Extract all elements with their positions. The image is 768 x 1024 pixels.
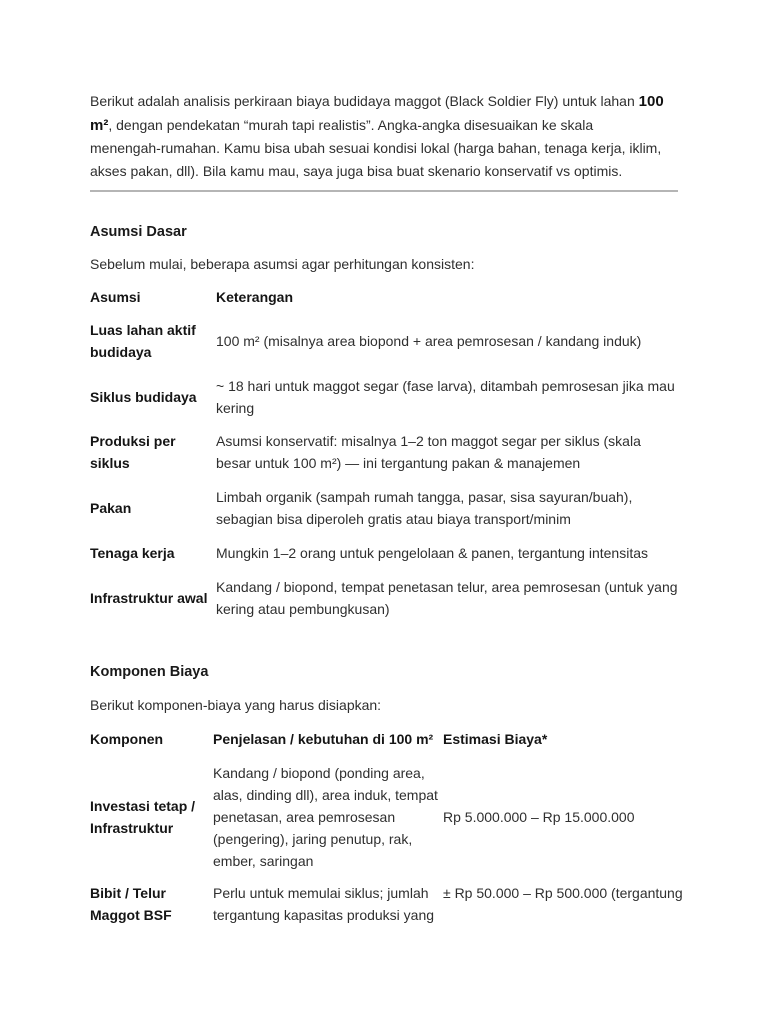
row-text: Limbah organik (sampah rumah tangga, pasar, sisa sayuran/buah), sebagian bisa diperoleh gratis atau biaya transport/minim	[216, 489, 633, 527]
column-header-keterangan: Keterangan	[216, 289, 294, 305]
section-heading-asumsi: Asumsi Dasar	[90, 224, 187, 240]
row-cost: ± Rp 50.000 – Rp 500.000 (tergantung	[443, 885, 683, 901]
row-text: Asumsi konservatif: misalnya 1–2 ton maggot segar per siklus (skala besar untuk 100 m²) — ini tergantung pakan & manajemen	[216, 433, 641, 471]
row-text: 100 m² (misalnya area biopond + area pemrosesan / kandang induk)	[216, 333, 642, 349]
row-label: Tenaga kerja	[90, 545, 175, 561]
asumsi-intro: Sebelum mulai, beberapa asumsi agar perhitungan konsisten:	[90, 256, 475, 272]
row-text: Mungkin 1–2 orang untuk pengelolaan & panen, tergantung intensitas	[216, 545, 648, 561]
table-row	[90, 486, 690, 530]
row-text: Kandang / biopond, tempat penetasan telur, area pemrosesan (untuk yang kering atau pembungkusan)	[216, 579, 678, 617]
row-text: Kandang / biopond (ponding area, alas, dinding dll), area induk, tempat penetasan, area pemrosesan (pengering), jaring penutup, rak, ember, saringan	[213, 765, 438, 869]
intro-paragraph	[90, 90, 680, 182]
row-label: Infrastruktur awal	[90, 590, 208, 606]
row-text: Perlu untuk memulai siklus; jumlah tergantung kapasitas produksi yang	[213, 885, 435, 923]
column-header-penjelasan: Penjelasan / kebutuhan di 100 m²	[213, 731, 434, 747]
row-label: Siklus budidaya	[90, 389, 197, 405]
section-heading-komponen: Komponen Biaya	[90, 664, 209, 680]
table-row	[90, 319, 690, 363]
table-row	[90, 762, 690, 872]
intro-area: 100 m²	[90, 93, 664, 134]
komponen-table-header	[90, 728, 690, 750]
intro-text-1: Berikut adalah analisis perkiraan biaya budidaya maggot (Black Soldier Fly) untuk lahan	[90, 93, 639, 109]
table-row	[90, 542, 690, 564]
table-row	[90, 430, 690, 474]
intro-text-2: , dengan pendekatan “murah tapi realistis”. Angka‑angka disesuaikan ke skala menengah‑rumahan. Kamu bisa ubah sesuai kondisi lokal (harga bahan, tenaga kerja, iklim, akses pakan, dll). Bila kamu mau, saya juga bisa buat skenario konservatif vs optimis.	[90, 116, 662, 179]
komponen-intro: Berikut komponen-biaya yang harus disiapkan:	[90, 697, 382, 713]
table-row	[90, 375, 690, 419]
column-header-estimasi: Estimasi Biaya*	[443, 731, 548, 747]
row-label: Investasi tetap / Infrastruktur	[90, 798, 196, 836]
row-label: Produksi per siklus	[90, 433, 176, 471]
row-label: Pakan	[90, 500, 132, 516]
horizontal-divider	[90, 190, 678, 192]
asumsi-table-header	[90, 286, 690, 308]
row-label: Luas lahan aktif budidaya	[90, 322, 196, 360]
row-cost: Rp 5.000.000 – Rp 15.000.000	[443, 809, 635, 825]
table-row	[90, 882, 690, 926]
row-label: Bibit / Telur Maggot BSF	[90, 885, 172, 923]
table-row	[90, 576, 690, 620]
row-text: ~ 18 hari untuk maggot segar (fase larva), ditambah pemrosesan jika mau kering	[216, 378, 675, 416]
column-header-asumsi: Asumsi	[90, 289, 141, 305]
column-header-komponen: Komponen	[90, 731, 164, 747]
